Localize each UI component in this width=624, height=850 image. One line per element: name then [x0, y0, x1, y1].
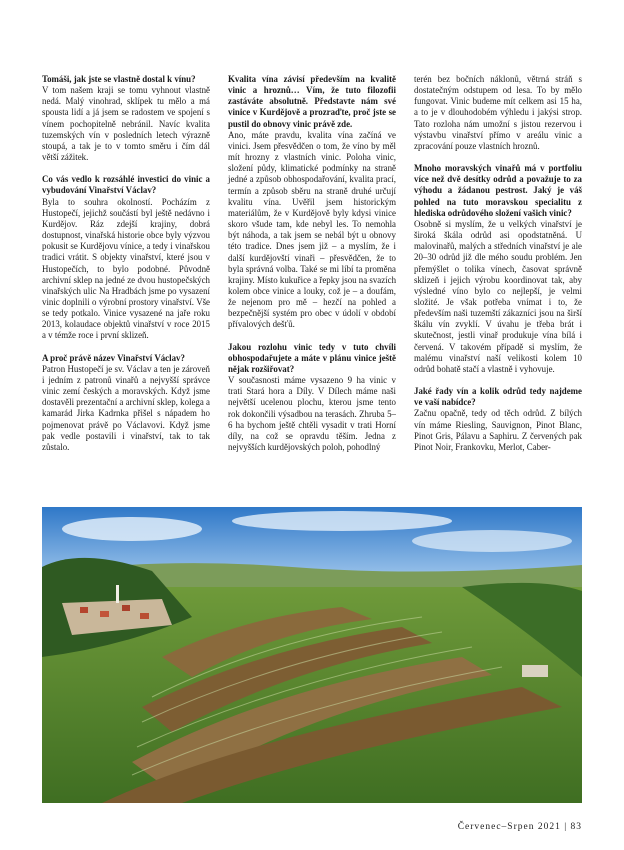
interview-answer: Začnu opačně, tedy od těch odrůd. Z bílých vín máme Riesling, Sauvignon, Pinot Blanc, Pinot Gris, Pálavu a Saphiru. Z červených pak Pinot Noir, Frankovku, Merlot, Caber- — [414, 408, 582, 452]
interview-answer: Patron Hustopečí je sv. Václav a ten je zároveň i jedním z patronů vinařů a nejvyšší správce vinic zemí českých a moravských. Když jsme dostavěli prezentační a archivní sklep, kolega a kamarád Jirka Kadrnka přišel s nápadem ho pojmenovat právě po Václavovi. Když jsme pak vedle postavili i vinařství, tak to tak zůstalo. — [42, 363, 210, 452]
article-column-2 — [228, 74, 396, 453]
vineyard-aerial-photo — [42, 507, 582, 803]
interview-answer: Byla to souhra okolností. Pocházím z Hustopečí, jejichž součástí byl ještě nedávno i Kurdějov. Ráz zdejší krajiny, dobrá dostupnost, vinařská historie obce byly výzvou pokusit se Kurdějovu vínice, a tedy i vinařskou tradici vrátit. S objekty vinařství, které jsou v Hustopečích, to bylo podobné. Původně archivní sklep na jedné ze dvou hustopečských vinařských ulic Na Hradbách jsme po vysazení vinic doplnili o výrobní prostory vinařství. Vše se tedy potkalo. Vinice vysazené na jaře roku 2013, kolaudace objektů vinařství v roce 2015 a v témže roce i první sklizeň. — [42, 196, 210, 341]
article-column-1 — [42, 74, 210, 453]
page-number: 83 — [570, 822, 582, 832]
interview-question: Jaké řady vín a kolik odrůd tedy najdeme ve vaší nabídce? — [414, 386, 582, 408]
interview-question: Kvalita vína závisí především na kvalitě vinic a hroznů… Vím, že tuto filozofii zastáváte absolutně. Představte nám své vinice v Kurdějově a prozraďte, proč jste se pustil do obnovy vinic právě zde. — [228, 74, 396, 129]
article-column-3 — [414, 74, 582, 453]
issue-date: Červenec–Srpen 2021 — [457, 822, 561, 832]
interview-question: Jakou rozlohu vinic tedy v tuto chvíli obhospodařujete a máte v plánu vinice ještě nějak rozšiřovat? — [228, 341, 396, 374]
interview-answer: V současnosti máme vysazeno 9 ha vinic v trati Stará hora a Díly. V Dílech máme naši největší ucelenou plochu, kterou jsme tento rok dokončili výsadbou na terasách. Zhruba 5–6 ha bychom ještě chtěli vysadit v trati Horní díly, na což se opravdu těším. Jedna z nejvyšších kurdějovských poloh, pohodlný — [228, 375, 396, 452]
interview-question: A proč právě název Vinařství Václav? — [42, 352, 185, 363]
interview-answer: V tom našem kraji se tomu vyhnout vlastně nedá. Malý vinohrad, sklípek tu mělo a má spousta lidí a já jsem se radostem ve spojení s vínem pochopitelně nebránil. Navíc kvalita tuzemských vín v posledních letech výrazně stoupá, a tak je to v tomto směru i čím dál větší zážitek. — [42, 85, 210, 163]
vineyard-trailer — [522, 665, 548, 677]
interview-answer: terén bez bočních náklonů, větrná stráň s dostatečným odstupem od lesa. To by mělo fungovat. Vinic budeme mít celkem asi 15 ha, a to je v dlouhodobém výhledu i jakýsi strop. Tato rozloha nám umožní s jistou rezervou i výstavbu vinařství přímo v areálu vinic a zpracování pouze vlastních hroznů. — [414, 74, 582, 151]
footer-separator: | — [564, 822, 568, 832]
interview-question: Co vás vedlo k rozsáhlé investici do vinic a vybudování Vinařství Václav? — [42, 174, 210, 196]
interview-question: Mnoho moravských vinařů má v portfoliu více než dvě desítky odrůd a považuje to za výhodu a žádanou pestrost. Jaký je váš pohled na tuto moravskou specialitu z hlediska odrůdového složení vašich vinic? — [414, 163, 582, 218]
interview-answer: Osobně si myslím, že u velkých vinařství je široká škála odrůd asi opodstatněná. U malovinařů, malých a středních vinařství je ale 20–30 odrůd již dle mého soudu problém. Jen přemýšlet o tolika vínech, časovat správně sklizeň i jejich výrobu koordinovat tak, aby výsledné víno bylo co nejlepší, je velmi složité. Je však potřeba vnímat i to, že především naši tuzemští zákazníci jsou na širší škálu vín zvyklí. V úvahu je třeba brát i skutečnost, jestli vinař produkuje vína bílá i červená. V takovém případě si myslím, že malému vinařství naší velikosti kolem 10 odrůd bohatě stačí a vlastně i vyhovuje. — [414, 218, 582, 374]
page-footer — [400, 822, 582, 832]
interview-answer: Ano, máte pravdu, kvalita vína začíná ve vinici. Jsem přesvědčen o tom, že víno by měl mít hrozny z vlastních vinic. Poloha vinic, složení půdy, klimatické podmínky na straně jedné a způsob obhospodařování, kvalita prací, termín a způsob sběru na straně druhé určují kvalitu vína. Uvěřil jsem historickým materiálům, že v Kurdějově byly kdysi vinice skoro všude tam, kde nebyl les. To nemohla být náhoda, a tak jsem se nebál být u obnovy této tradice. Dnes jsem již – a myslím, že i další kurdějovští vinaři – přesvědčen, že to byla správná volba. Také se mi líbí ta proměna krajiny. Místo kukuřice a řepky jsou na svazích kolem obce vinice a louky, což je – a doufám, že nejenom pro mě – hezčí na pohled a bezpečnější systém pro obec v údolí v období přívalových dešťů. — [228, 129, 397, 330]
interview-question: Tomáši, jak jste se vlastně dostal k vínu? — [42, 74, 196, 84]
